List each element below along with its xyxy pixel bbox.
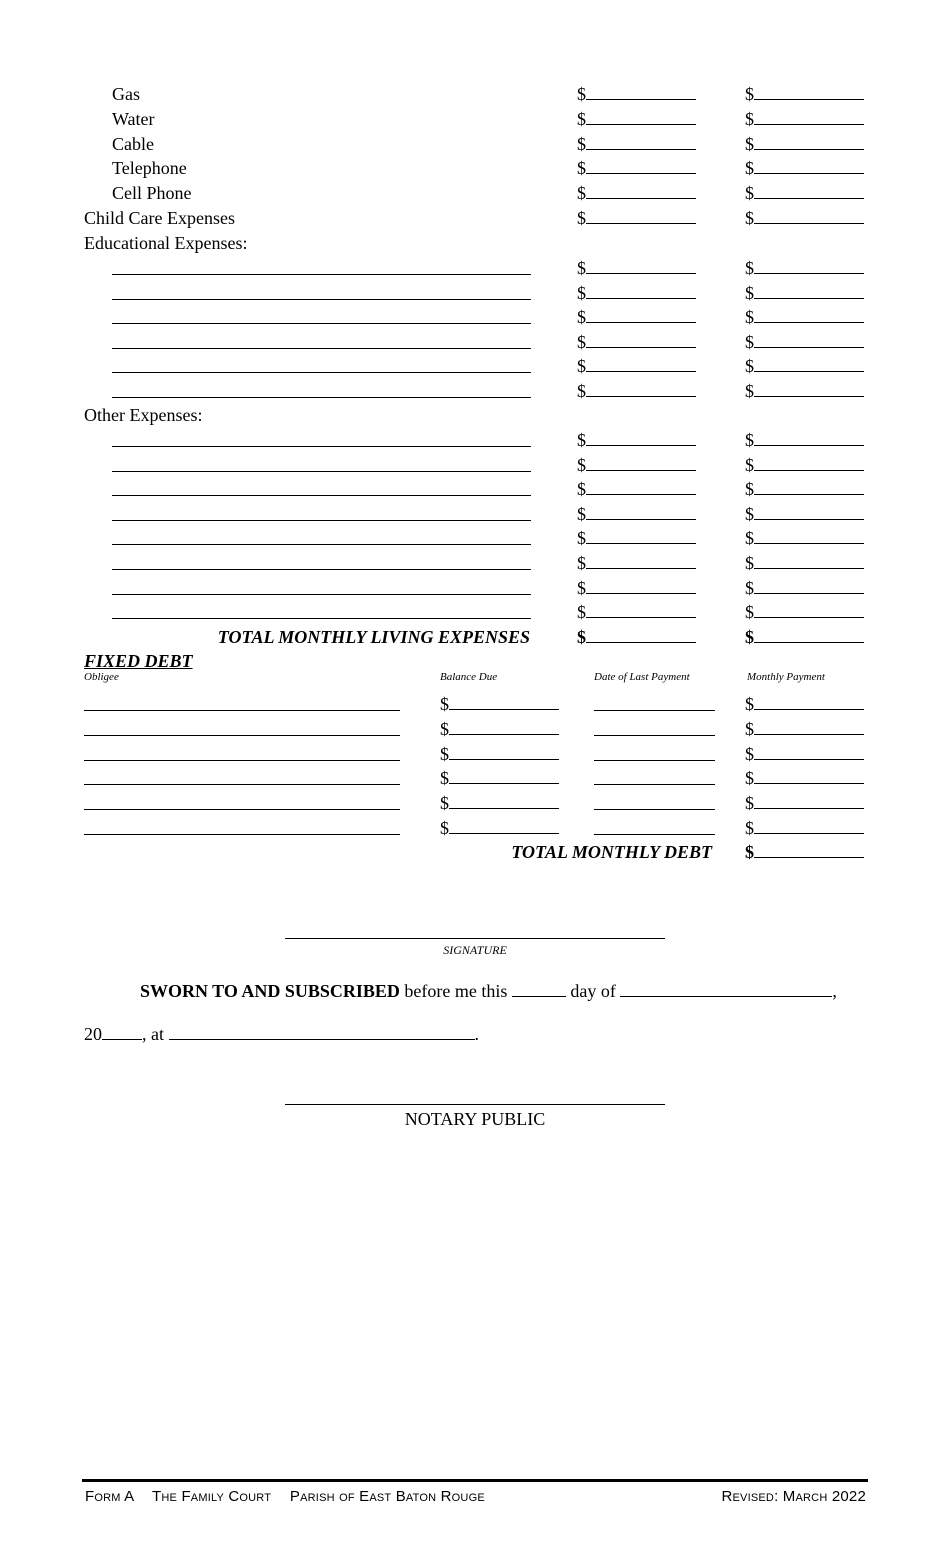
educational-amount-2-4[interactable]: $ [745,355,864,377]
child-care-amount-2[interactable]: $ [745,207,864,229]
other-description-line-5[interactable] [112,569,531,570]
educational-expenses-label: Educational Expenses: [84,233,248,253]
educational-description-line-3[interactable] [112,348,531,349]
last-payment-date-line-1[interactable] [594,735,715,736]
other-amount-1-4[interactable]: $ [577,527,696,549]
other-amount-2-7[interactable]: $ [745,601,864,623]
col-obligee: Obligee [84,671,119,683]
utility-amount-2-2[interactable]: $ [745,133,864,155]
other-amount-1-7[interactable]: $ [577,601,696,623]
other-amount-2-4[interactable]: $ [745,527,864,549]
last-payment-date-line-3[interactable] [594,784,715,785]
obligee-line-4[interactable] [84,809,400,810]
educational-amount-1-3[interactable]: $ [577,331,696,353]
other-description-line-6[interactable] [112,594,531,595]
educational-amount-2-5[interactable]: $ [745,380,864,402]
monthly-payment-0[interactable]: $ [745,693,864,715]
year-prefix: 20 [84,1024,102,1044]
educational-amount-1-0[interactable]: $ [577,257,696,279]
other-amount-1-2[interactable]: $ [577,478,696,500]
educational-amount-1-2[interactable]: $ [577,306,696,328]
other-description-line-4[interactable] [112,544,531,545]
utility-label-0: Gas [112,84,140,104]
educational-amount-1-1[interactable]: $ [577,282,696,304]
balance-due-1[interactable]: $ [440,718,559,740]
other-amount-2-2[interactable]: $ [745,478,864,500]
footer-form: Form A [85,1488,134,1505]
monthly-payment-3[interactable]: $ [745,767,864,789]
educational-amount-2-1[interactable]: $ [745,282,864,304]
other-amount-2-3[interactable]: $ [745,503,864,525]
other-amount-2-1[interactable]: $ [745,454,864,476]
educational-amount-2-3[interactable]: $ [745,331,864,353]
col-date-last-payment: Date of Last Payment [594,671,690,683]
other-amount-2-0[interactable]: $ [745,429,864,451]
sworn-bold: SWORN TO AND SUBSCRIBED [140,981,400,1001]
balance-due-2[interactable]: $ [440,743,559,765]
other-amount-1-6[interactable]: $ [577,577,696,599]
fixed-debt-title: FIXED DEBT [84,651,193,671]
educational-description-line-0[interactable] [112,274,531,275]
educational-amount-2-2[interactable]: $ [745,306,864,328]
footer-rule [82,1479,868,1482]
footer-parish: Parish of East Baton Rouge [289,1488,485,1505]
other-amount-1-1[interactable]: $ [577,454,696,476]
other-description-line-0[interactable] [112,446,531,447]
total-monthly-debt-label: TOTAL MONTHLY DEBT [511,842,712,862]
last-payment-date-line-5[interactable] [594,834,715,835]
sworn-day-of: day of [570,981,616,1001]
child-care-label: Child Care Expenses [84,208,235,228]
footer-left [85,1488,485,1505]
utility-label-2: Cable [112,133,154,154]
other-description-line-3[interactable] [112,520,531,521]
monthly-payment-5[interactable]: $ [745,817,864,839]
col-balance-due: Balance Due [440,671,498,683]
other-amount-2-6[interactable]: $ [745,577,864,599]
balance-due-4[interactable]: $ [440,792,559,814]
other-description-line-2[interactable] [112,495,531,496]
obligee-line-5[interactable] [84,834,400,835]
educational-amount-1-4[interactable]: $ [577,355,696,377]
footer-revised: Revised: March 2022 [721,1488,866,1505]
other-amount-1-0[interactable]: $ [577,429,696,451]
balance-due-5[interactable]: $ [440,817,559,839]
monthly-payment-1[interactable]: $ [745,718,864,740]
obligee-line-3[interactable] [84,784,400,785]
footer-court: The Family Court [152,1488,272,1505]
notary-public-label: NOTARY PUBLIC [404,1109,546,1129]
month-blank[interactable] [620,980,832,997]
total-monthly-debt-amount[interactable]: $ [745,841,864,863]
signature-label: SIGNATURE [443,943,507,957]
notary-signature-line[interactable] [285,1104,665,1105]
sworn-before-me: before me this [404,981,508,1001]
utility-amount-1-0[interactable]: $ [577,83,696,105]
last-payment-date-line-2[interactable] [594,760,715,761]
year-blank[interactable] [102,1023,142,1040]
utility-amount-2-4[interactable]: $ [745,182,864,204]
sworn-comma: , [832,981,837,1001]
educational-description-line-5[interactable] [112,397,531,398]
utility-amount-1-3[interactable]: $ [577,157,696,179]
obligee-line-1[interactable] [84,735,400,736]
utility-amount-2-3[interactable]: $ [745,157,864,179]
obligee-line-0[interactable] [84,710,400,711]
educational-description-line-2[interactable] [112,323,531,324]
other-amount-2-5[interactable]: $ [745,552,864,574]
signature-line[interactable] [285,938,665,939]
at-text: , at [142,1024,164,1044]
total-living-expenses-label: TOTAL MONTHLY LIVING EXPENSES [217,627,530,647]
utility-label-4: Cell Phone [112,183,192,204]
other-description-line-1[interactable] [112,471,531,472]
utility-amount-1-1[interactable]: $ [577,108,696,130]
last-payment-date-line-0[interactable] [594,710,715,711]
other-amount-1-5[interactable]: $ [577,552,696,574]
last-payment-date-line-4[interactable] [594,809,715,810]
total-living-amount-1[interactable]: $ [577,626,696,648]
other-description-line-7[interactable] [112,618,531,619]
monthly-payment-4[interactable]: $ [745,792,864,814]
other-expenses-label: Other Expenses: [84,405,203,425]
sworn-statement [140,980,837,1002]
utility-amount-1-2[interactable]: $ [577,133,696,155]
educational-amount-1-5[interactable]: $ [577,380,696,402]
utility-label-3: Telephone [112,158,187,179]
other-amount-1-3[interactable]: $ [577,503,696,525]
utility-amount-2-1[interactable]: $ [745,108,864,130]
balance-due-3[interactable]: $ [440,767,559,789]
obligee-line-2[interactable] [84,760,400,761]
balance-due-0[interactable]: $ [440,693,559,715]
educational-description-line-4[interactable] [112,372,531,373]
utility-amount-1-4[interactable]: $ [577,182,696,204]
educational-amount-2-0[interactable]: $ [745,257,864,279]
child-care-amount-1[interactable]: $ [577,207,696,229]
total-living-amount-2[interactable]: $ [745,626,864,648]
sworn-year-location [84,1023,479,1045]
educational-description-line-1[interactable] [112,299,531,300]
period-text: . [474,1024,479,1044]
monthly-payment-2[interactable]: $ [745,743,864,765]
location-blank[interactable] [169,1023,475,1040]
utility-amount-2-0[interactable]: $ [745,83,864,105]
utility-label-1: Water [112,108,155,129]
col-monthly-payment: Monthly Payment [747,671,825,683]
day-blank[interactable] [512,980,566,997]
